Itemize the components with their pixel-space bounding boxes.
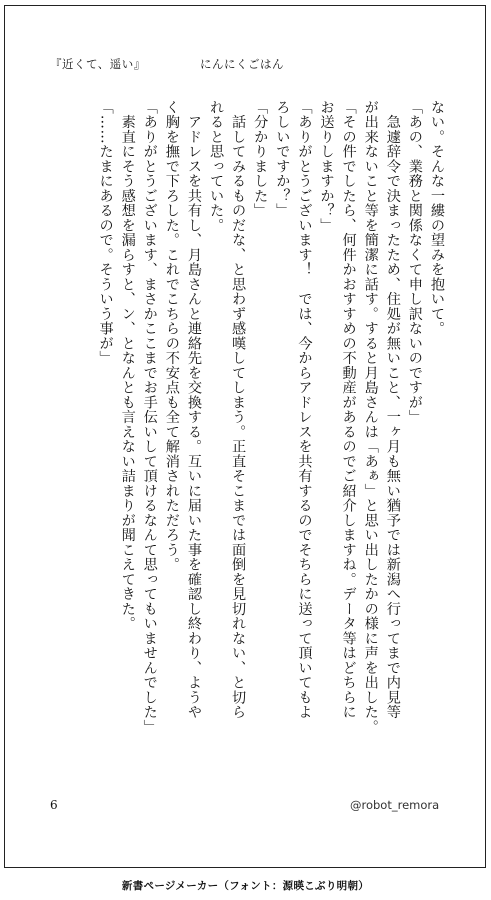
text-line: れると思っていた。 [208, 100, 225, 233]
text-line: 「その件でしたら、何件かおすすめの不動産があるのでご紹介しますね。データ等はどちらに [340, 100, 357, 720]
text-line: ない。そんな一縷の望みを抱いて。 [429, 100, 445, 336]
text-line: く胸を撫で下ろした。これでこちらの不安点も全て解消されただろう。 [163, 100, 180, 572]
text-line: 「ありがとうございます、まさかここまでお手伝いして頂けるなんて思ってもいませんでした」 [141, 100, 158, 735]
text-line: アドレスを共有し、月島さんと連絡先を交換する。互いに届いた事を確認し終わり、ようや [185, 100, 202, 720]
author-handle: @robot_remora [350, 798, 440, 812]
text-line: が出来ないこと等を簡潔に話す。すると月島さんは「あぁ」と思い出したかの様に声を出した。 [362, 100, 379, 735]
body-text [40, 100, 448, 750]
text-line: 急遽辞令で決まったため、住処が無いこと、一ヶ月も無い猶予では新潟へ行ってまで内見等 [384, 100, 401, 720]
text-line: 「……たまにあるので。そういう事が」 [97, 100, 114, 366]
text-line: 「ありがとうございます！ では、今からアドレスを共有するのでそちらに送って頂いてもよ [296, 100, 313, 720]
text-line: 「あの、業務と関係なくて申し訳ないのですが」 [406, 100, 423, 425]
text-line: 「分かりました」 [252, 100, 269, 218]
text-line: 話してみるものだな、と思わず感嘆してしまう。正直そこまでは面倒を見切れない、と切ら [230, 100, 247, 720]
page-number: 6 [50, 798, 58, 812]
text-line: 素直にそう感想を漏らすと、ン、となんとも言えない詰まりが聞こえてきた。 [119, 100, 136, 631]
author-name: にんにくごはん [200, 57, 284, 71]
text-line: ろしいですか？」 [274, 100, 291, 218]
generator-credit: 新書ページメーカー（フォント：源暎こぶり明朝） [121, 880, 370, 892]
book-title: 『近くて、遥い』 [50, 57, 146, 71]
text-line: お送りしますか？」 [318, 100, 335, 233]
